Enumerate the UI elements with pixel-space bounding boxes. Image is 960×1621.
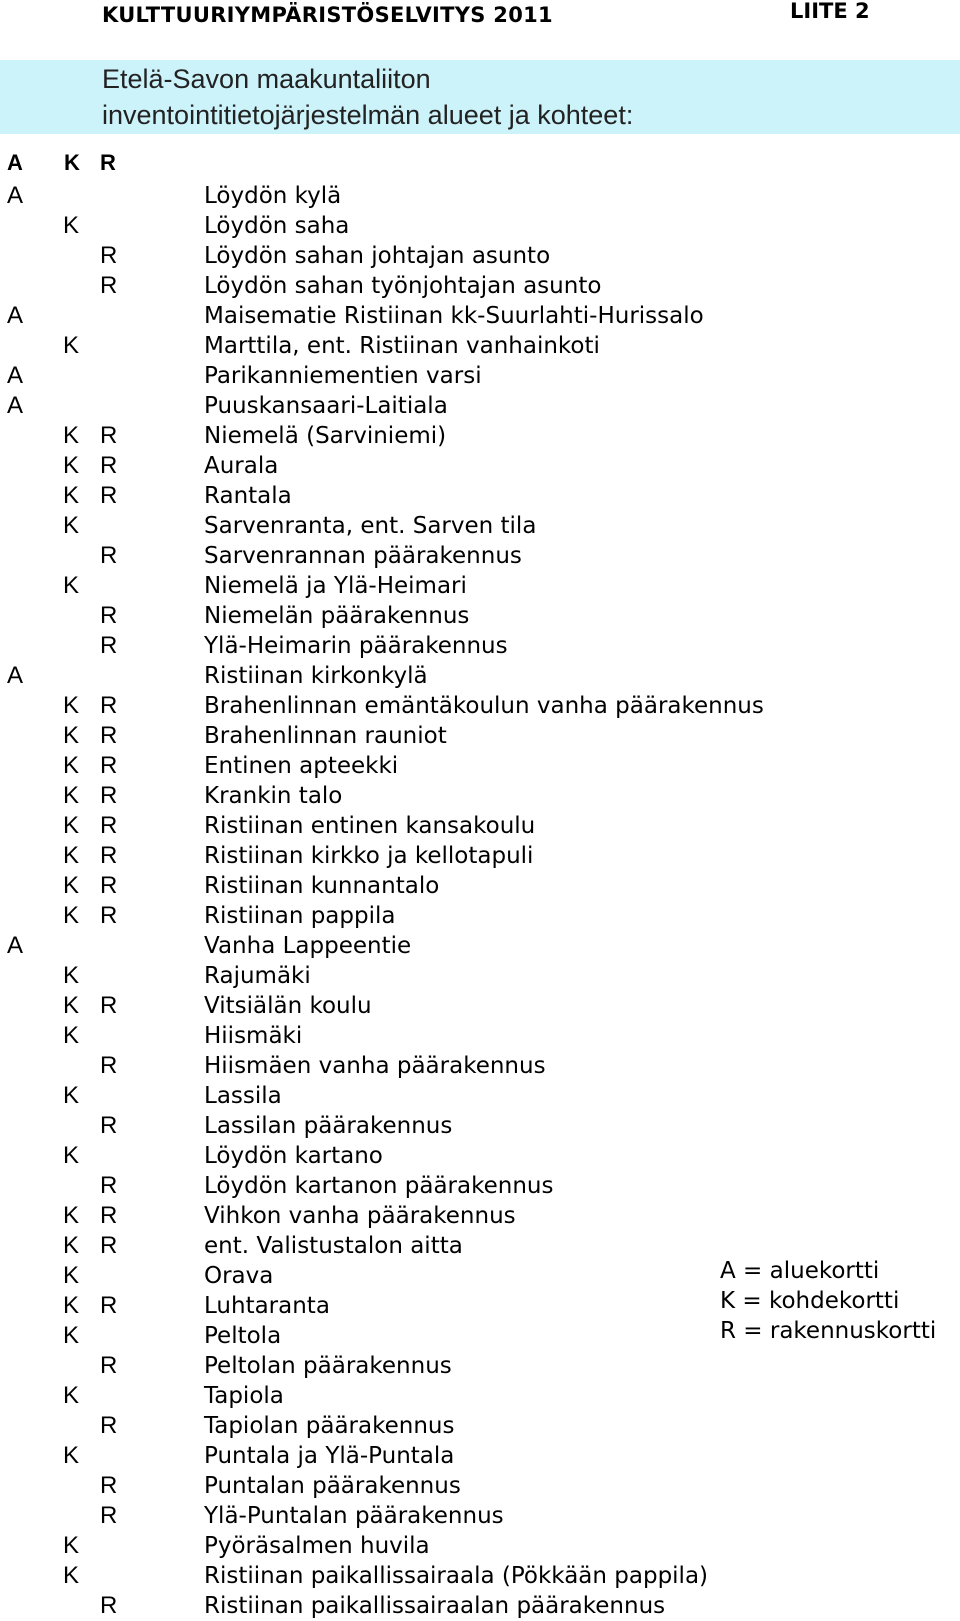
- document-title: KULTTUURIYMPÄRISTÖSELVITYS 2011: [102, 3, 553, 27]
- legend-entry: A = aluekortti: [720, 1258, 880, 1284]
- item-name: Maisematie Ristiinan kk-Suurlahti-Hurissalo: [204, 303, 704, 329]
- list-item: [0, 871, 960, 901]
- building-card-flag: R: [100, 722, 118, 749]
- site-card-flag: K: [63, 872, 80, 899]
- building-card-flag: R: [100, 602, 118, 629]
- building-card-flag: R: [100, 992, 118, 1019]
- site-card-flag: K: [63, 1142, 80, 1169]
- list-item: [0, 301, 960, 331]
- item-name: Ristiinan paikallissairaalan päärakennus: [204, 1593, 666, 1619]
- list-item: [0, 1471, 960, 1501]
- item-name: Rantala: [204, 483, 292, 509]
- building-card-flag: R: [100, 452, 118, 479]
- column-header-a: A: [7, 150, 23, 175]
- area-card-flag: A: [7, 362, 24, 389]
- building-card-flag: R: [100, 632, 118, 659]
- site-card-flag: K: [63, 452, 80, 479]
- item-name: Ristiinan paikallissairaala (Pökkään pappila): [204, 1563, 709, 1589]
- list-item: [0, 1441, 960, 1471]
- item-name: Orava: [204, 1263, 274, 1289]
- item-name: Brahenlinnan rauniot: [204, 723, 447, 749]
- site-card-flag: K: [63, 1022, 80, 1049]
- list-item: [0, 211, 960, 241]
- item-name: Brahenlinnan emäntäkoulun vanha päärakennus: [204, 693, 764, 719]
- card-type-legend: [720, 1256, 936, 1346]
- legend-entry: R = rakennuskortti: [720, 1318, 937, 1344]
- list-item: [0, 901, 960, 931]
- building-card-flag: R: [100, 1172, 118, 1199]
- site-card-flag: K: [63, 692, 80, 719]
- area-card-flag: A: [7, 182, 24, 209]
- item-name: ent. Valistustalon aitta: [204, 1233, 463, 1259]
- site-card-flag: K: [63, 1082, 80, 1109]
- site-card-flag: K: [63, 782, 80, 809]
- appendix-label: LIITE 2: [790, 0, 870, 23]
- list-item: [0, 841, 960, 871]
- item-name: Löydön saha: [204, 213, 350, 239]
- list-item: [0, 1051, 960, 1081]
- list-item: [0, 1381, 960, 1411]
- list-item: [0, 961, 960, 991]
- list-item: [0, 421, 960, 451]
- list-item: [0, 991, 960, 1021]
- list-item: [0, 1141, 960, 1171]
- item-name: Vihkon vanha päärakennus: [204, 1203, 516, 1229]
- item-name: Sarvenranta, ent. Sarven tila: [204, 513, 537, 539]
- item-name: Ylä-Puntalan päärakennus: [204, 1503, 504, 1529]
- list-item: [0, 1351, 960, 1381]
- item-name: Puntala ja Ylä-Puntala: [204, 1443, 455, 1469]
- item-name: Ristiinan kirkko ja kellotapuli: [204, 843, 534, 869]
- list-item: [0, 1561, 960, 1591]
- list-item: [0, 1111, 960, 1141]
- item-name: Puuskansaari-Laitiala: [204, 393, 448, 419]
- item-name: Löydön kartano: [204, 1143, 383, 1169]
- item-name: Parikanniementien varsi: [204, 363, 482, 389]
- item-name: Pyöräsalmen huvila: [204, 1533, 430, 1559]
- site-card-flag: K: [63, 1442, 80, 1469]
- list-item: [0, 391, 960, 421]
- item-name: Peltola: [204, 1323, 282, 1349]
- item-name: Vitsiälän koulu: [204, 993, 372, 1019]
- building-card-flag: R: [100, 692, 118, 719]
- site-card-flag: K: [63, 722, 80, 749]
- site-card-flag: K: [63, 212, 80, 239]
- list-item: [0, 511, 960, 541]
- site-card-flag: K: [63, 812, 80, 839]
- list-item: [0, 481, 960, 511]
- list-item: [0, 1021, 960, 1051]
- site-card-flag: K: [63, 1532, 80, 1559]
- inventory-list: [0, 181, 960, 1621]
- item-name: Niemelä (Sarviniemi): [204, 423, 447, 449]
- item-name: Tapiola: [204, 1383, 284, 1409]
- list-item: [0, 601, 960, 631]
- item-name: Ylä-Heimarin päärakennus: [204, 633, 508, 659]
- item-name: Peltolan päärakennus: [204, 1353, 452, 1379]
- site-card-flag: K: [63, 992, 80, 1019]
- list-item: [0, 931, 960, 961]
- item-name: Puntalan päärakennus: [204, 1473, 461, 1499]
- list-item: [0, 181, 960, 211]
- building-card-flag: R: [100, 1472, 118, 1499]
- item-name: Ristiinan pappila: [204, 903, 396, 929]
- list-item: [0, 1501, 960, 1531]
- building-card-flag: R: [100, 812, 118, 839]
- site-card-flag: K: [63, 962, 80, 989]
- item-name: Ristiinan kirkonkylä: [204, 663, 428, 689]
- site-card-flag: K: [63, 1382, 80, 1409]
- building-card-flag: R: [100, 1052, 118, 1079]
- building-card-flag: R: [100, 782, 118, 809]
- site-card-flag: K: [63, 752, 80, 779]
- building-card-flag: R: [100, 1502, 118, 1529]
- building-card-flag: R: [100, 1112, 118, 1139]
- item-name: Hiismäki: [204, 1023, 303, 1049]
- item-name: Löydön kartanon päärakennus: [204, 1173, 554, 1199]
- site-card-flag: K: [63, 1292, 80, 1319]
- column-header-row: [0, 148, 200, 178]
- list-item: [0, 721, 960, 751]
- list-item: [0, 361, 960, 391]
- item-name: Sarvenrannan päärakennus: [204, 543, 522, 569]
- site-card-flag: K: [63, 1202, 80, 1229]
- area-card-flag: A: [7, 662, 24, 689]
- list-item: [0, 1201, 960, 1231]
- list-item: [0, 241, 960, 271]
- building-card-flag: R: [100, 482, 118, 509]
- banner-heading-line-1: Etelä-Savon maakuntaliiton: [102, 64, 431, 94]
- item-name: Tapiolan päärakennus: [204, 1413, 455, 1439]
- building-card-flag: R: [100, 272, 118, 299]
- list-item: [0, 691, 960, 721]
- building-card-flag: R: [100, 1412, 118, 1439]
- site-card-flag: K: [63, 902, 80, 929]
- item-name: Löydön sahan johtajan asunto: [204, 243, 551, 269]
- site-card-flag: K: [63, 842, 80, 869]
- list-item: [0, 571, 960, 601]
- list-item: [0, 811, 960, 841]
- item-name: Löydön kylä: [204, 183, 342, 209]
- column-header-r: R: [100, 150, 116, 175]
- building-card-flag: R: [100, 1352, 118, 1379]
- area-card-flag: A: [7, 302, 24, 329]
- building-card-flag: R: [100, 242, 118, 269]
- building-card-flag: R: [100, 752, 118, 779]
- list-item: [0, 1531, 960, 1561]
- building-card-flag: R: [100, 872, 118, 899]
- item-name: Entinen apteekki: [204, 753, 399, 779]
- site-card-flag: K: [63, 1262, 80, 1289]
- site-card-flag: K: [63, 1232, 80, 1259]
- list-item: [0, 781, 960, 811]
- list-item: [0, 1591, 960, 1621]
- list-item: [0, 661, 960, 691]
- list-item: [0, 271, 960, 301]
- list-item: [0, 331, 960, 361]
- item-name: Ristiinan kunnantalo: [204, 873, 440, 899]
- site-card-flag: K: [63, 512, 80, 539]
- list-item: [0, 541, 960, 571]
- list-item: [0, 1081, 960, 1111]
- item-name: Marttila, ent. Ristiinan vanhainkoti: [204, 333, 600, 359]
- area-card-flag: A: [7, 392, 24, 419]
- item-name: Rajumäki: [204, 963, 311, 989]
- site-card-flag: K: [63, 1322, 80, 1349]
- building-card-flag: R: [100, 422, 118, 449]
- site-card-flag: K: [63, 1562, 80, 1589]
- item-name: Luhtaranta: [204, 1293, 330, 1319]
- item-name: Vanha Lappeentie: [204, 933, 412, 959]
- building-card-flag: R: [100, 902, 118, 929]
- list-item: [0, 1171, 960, 1201]
- item-name: Krankin talo: [204, 783, 343, 809]
- column-header-k: K: [64, 150, 80, 175]
- item-name: Ristiinan entinen kansakoulu: [204, 813, 536, 839]
- item-name: Hiismäen vanha päärakennus: [204, 1053, 546, 1079]
- item-name: Aurala: [204, 453, 279, 479]
- building-card-flag: R: [100, 1592, 118, 1619]
- building-card-flag: R: [100, 1202, 118, 1229]
- building-card-flag: R: [100, 842, 118, 869]
- building-card-flag: R: [100, 1232, 118, 1259]
- building-card-flag: R: [100, 542, 118, 569]
- site-card-flag: K: [63, 482, 80, 509]
- building-card-flag: R: [100, 1292, 118, 1319]
- banner-heading-line-2: inventointitietojärjestelmän alueet ja kohteet:: [102, 100, 634, 130]
- list-item: [0, 451, 960, 481]
- item-name: Niemelän päärakennus: [204, 603, 470, 629]
- site-card-flag: K: [63, 422, 80, 449]
- legend-entry: K = kohdekortti: [720, 1288, 900, 1314]
- item-name: Niemelä ja Ylä-Heimari: [204, 573, 467, 599]
- item-name: Lassilan päärakennus: [204, 1113, 453, 1139]
- site-card-flag: K: [63, 332, 80, 359]
- list-item: [0, 751, 960, 781]
- item-name: Lassila: [204, 1083, 282, 1109]
- list-item: [0, 1411, 960, 1441]
- area-card-flag: A: [7, 932, 24, 959]
- site-card-flag: K: [63, 572, 80, 599]
- item-name: Löydön sahan työnjohtajan asunto: [204, 273, 602, 299]
- list-item: [0, 631, 960, 661]
